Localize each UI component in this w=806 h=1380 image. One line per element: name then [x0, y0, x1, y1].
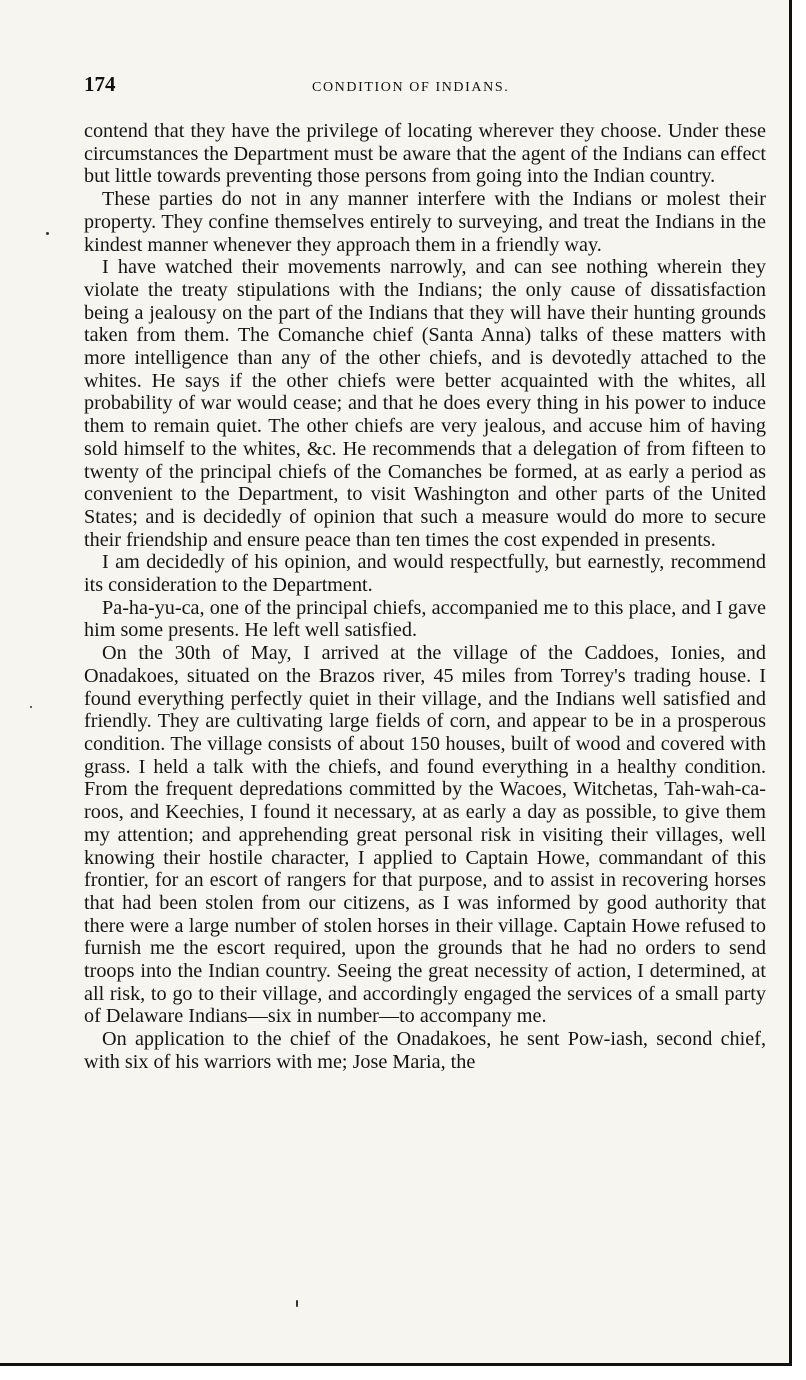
- body-text: [84, 120, 766, 1074]
- paragraph-pa-ha-yu-ca: Pa-ha-yu-ca, one of the principal chiefs, accompanied me to this place, and I gave him some presents. He left well satisfied.: [84, 596, 766, 642]
- ink-speck: [46, 232, 49, 235]
- paragraph-recommendation: I am decidedly of his opinion, and would respectfully, but earnestly, recommend its consideration to the Department.: [84, 551, 766, 597]
- ink-speck: [296, 1300, 298, 1307]
- margin-mark: [789, 880, 792, 920]
- page-number: 174: [84, 72, 116, 96]
- running-title: CONDITION OF INDIANS.: [312, 80, 510, 95]
- paragraph-surveyors: These parties do not in any manner interfere with the Indians or molest their property. They confine themselves entirely to surveying, and treat the Indians in the kindest manner whenever they approach them in a friendly way.: [84, 188, 766, 256]
- ink-speck: [30, 706, 32, 708]
- paragraph-onadakoes: On application to the chief of the Onadakoes, he sent Pow-iash, second chief, with six of his warriors with me; Jose Maria, the: [84, 1028, 766, 1073]
- paragraph-comanche-chief: I have watched their movements narrowly, and can see nothing wherein they violate the treaty stipulations with the Indians; the only cause of dissatisfaction being a jealousy on the part of the Indians that they will have their hunting grounds taken from them. The Comanche chief (Santa Anna) talks of these matters with more intelligence than any of the other chiefs, and is devotedly attached to the whites. He says if the other chiefs were better acquainted with the whites, all probability of war would cease; and that he does every thing in his power to induce them to remain quiet. The other chiefs are very jealous, and accuse him of having sold himself to the whites, &c. He recommends that a delegation of from fifteen to twenty of the principal chiefs of the Comanches be formed, at as early a period as convenient to the Department, to visit Washington and other parts of the United States; and is decidedly of opinion that such a measure would do more to secure their friendship and ensure peace than ten times the cost expended in presents.: [84, 256, 766, 551]
- paragraph-caddoes-village: On the 30th of May, I arrived at the village of the Caddoes, Ionies, and Onadakoes, situated on the Brazos river, 45 miles from Torrey's trading house. I found everything perfectly quiet in their village, and the Indians well satisfied and friendly. They are cultivating large fields of corn, and appear to be in a prosperous condition. The village consists of about 150 houses, built of wood and covered with grass. I held a talk with the chiefs, and found everything in a healthy condition. From the frequent depredations committed by the Wacoes, Witchetas, Tah-wah-ca-roos, and Keechies, I found it necessary, at as early a day as possible, to give them my attention; and apprehending great personal risk in visiting their villages, well knowing their hostile character, I applied to Captain Howe, commandant of this frontier, for an escort of rangers for that purpose, and to assist in recovering horses that had been stolen from our citizens, as I was informed by good authority that there were a large number of stolen horses in their village. Captain Howe refused to furnish me the escort required, upon the grounds that he had no orders to send troops into the Indian country. Seeing the great necessity of action, I determined, at all risk, to go to their village, and accordingly engaged the services of a small party of Delaware Indians—six in number—to accompany me.: [84, 642, 766, 1028]
- paragraph-continuation: contend that they have the privilege of locating wherever they choose. Under these circumstances the Department must be aware that the agent of the Indians can effect but little towards preventing those persons from going into the Indian country.: [84, 120, 766, 188]
- page-header: [84, 72, 774, 102]
